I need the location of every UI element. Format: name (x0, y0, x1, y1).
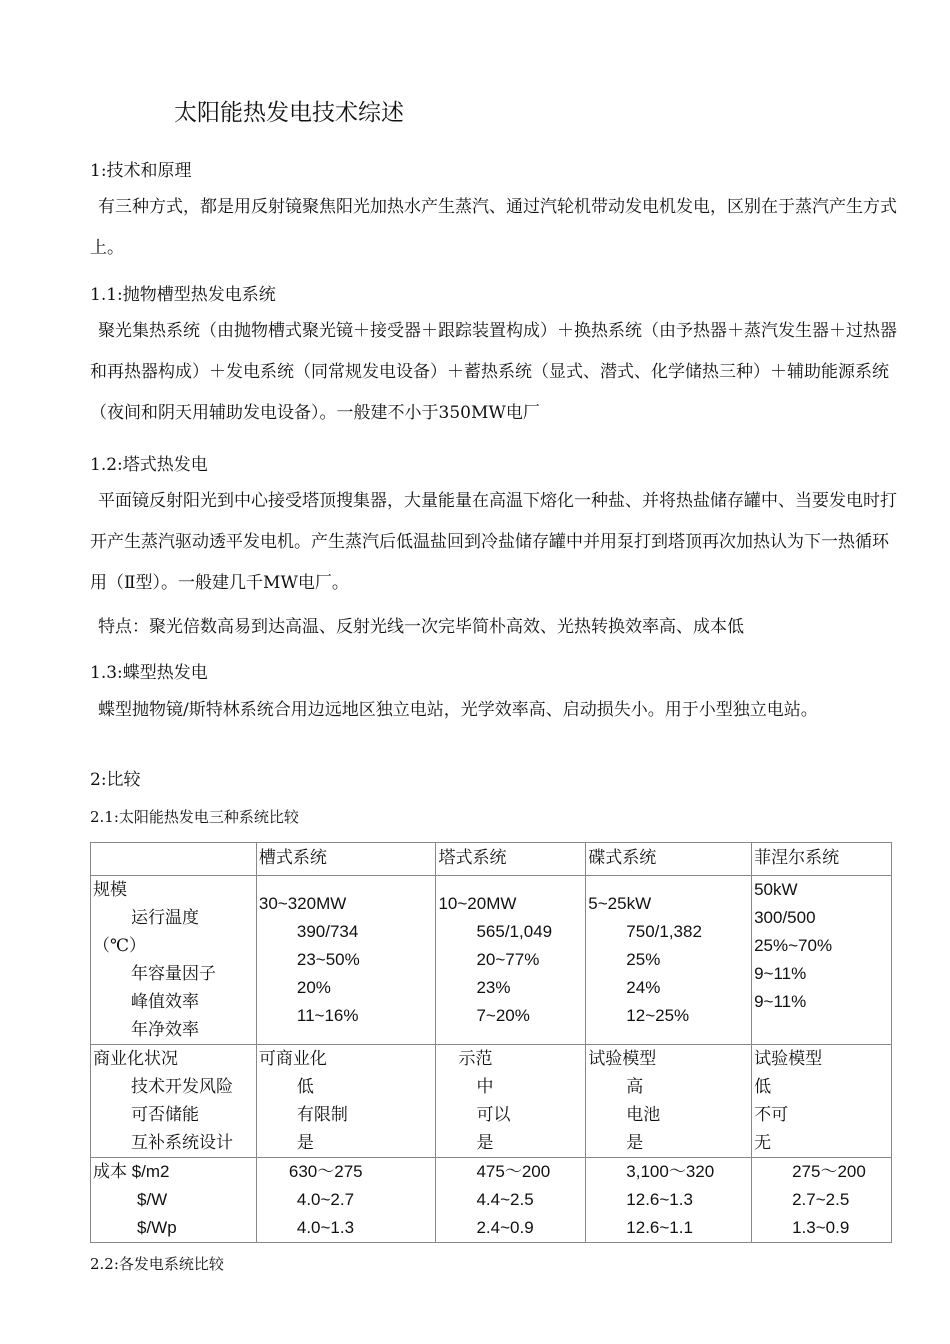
cell-value: 低 (754, 1077, 772, 1097)
trough-commercial-cell (256, 1045, 436, 1158)
cell-value: 23~50% (296, 950, 360, 969)
cell-value: 试验模型 (754, 1049, 823, 1069)
cell-value: 低 (296, 1077, 314, 1097)
cell-value: 3,100～320 (626, 1162, 715, 1181)
section-1-paragraph: 有三种方式，都是用反射镜聚焦阳光加热水产生蒸汽、通过汽轮机带动发电机发电，区别在于蒸汽产生方式上。 (90, 197, 897, 258)
label-cost-w: $/W (137, 1190, 168, 1209)
cell-value: 试验模型 (588, 1049, 657, 1069)
cell-value: 630～275 (288, 1162, 363, 1181)
cell-value: 7~20% (476, 1006, 530, 1025)
label-storage: 可否储能 (131, 1105, 199, 1125)
cell-value: 300/500 (754, 908, 816, 927)
cell-value: 23% (476, 978, 511, 997)
cell-value: 275～200 (792, 1162, 866, 1181)
dish-commercial-cell (586, 1045, 752, 1158)
cell-value: 390/734 (296, 922, 359, 941)
table-header-row (91, 843, 892, 876)
section-1-2-heading: 1.2:塔式热发电 (90, 455, 208, 475)
table-row-performance (91, 876, 892, 1045)
label-hybrid-design: 互补系统设计 (131, 1133, 233, 1153)
trough-cost-cell (256, 1158, 436, 1243)
cell-value: 2.4~0.9 (476, 1218, 534, 1237)
dish-performance-cell (586, 876, 752, 1045)
table-row-commercial (91, 1045, 892, 1158)
cell-value: 20% (296, 978, 331, 997)
cell-value: 12.6~1.1 (626, 1218, 693, 1237)
cell-value: 30~320MW (258, 894, 347, 913)
row-label-cell (91, 1158, 257, 1243)
cell-value: 4.0~1.3 (296, 1218, 355, 1237)
label-cost-wp: $/Wp (137, 1218, 177, 1237)
section-1-1-heading: 1.1:抛物槽型热发电系统 (90, 285, 276, 305)
header-cell-blank (91, 843, 257, 876)
fresnel-performance-cell (752, 876, 892, 1045)
table-row-cost (91, 1158, 892, 1243)
cell-value: 2.7~2.5 (792, 1190, 850, 1209)
cell-value: 是 (296, 1133, 314, 1153)
cell-value: 可以 (476, 1105, 511, 1125)
cell-value: 电池 (626, 1105, 661, 1125)
cell-value: 20~77% (476, 950, 540, 969)
cell-value: 10~20MW (438, 894, 517, 913)
cell-value: 25% (626, 950, 661, 969)
cell-value: 4.0~2.7 (296, 1190, 355, 1209)
cell-value: 是 (626, 1133, 644, 1153)
comparison-table (90, 842, 892, 1243)
label-capacity-factor: 年容量因子 (131, 964, 216, 984)
section-2-heading: 2:比较 (90, 770, 141, 790)
label-cost-m2: 成本 $/m2 (93, 1162, 170, 1181)
section-1-1-paragraph: 聚光集热系统（由抛物槽式聚光镜＋接受器＋跟踪装置构成）＋换热系统（由予热器＋蒸汽发生器＋过热器和再热器构成）＋发电系统（同常规发电设备）＋蓄热系统（显式、潜式、化学储热三种）＋辅助能源系统（夜间和阴天用辅助发电设备）。一般建不小于350MW电厂 (90, 321, 897, 423)
cell-value: 24% (626, 978, 661, 997)
section-2-1-heading: 2.1:太阳能热发电三种系统比较 (90, 808, 299, 826)
cell-value: 12~25% (626, 1006, 690, 1025)
cell-value: 有限制 (296, 1105, 348, 1125)
cell-value: 25%~70% (754, 936, 833, 955)
row-label-cell (91, 1045, 257, 1158)
cell-value: 565/1,049 (476, 922, 553, 941)
cell-value: 9~11% (754, 964, 807, 983)
label-annual-efficiency: 年净效率 (131, 1020, 199, 1040)
cell-value: 高 (626, 1077, 644, 1097)
header-cell-fresnel: 菲涅尔系统 (752, 843, 892, 876)
label-scale: 规模 (93, 880, 127, 900)
cell-value: 5~25kW (588, 894, 652, 913)
tower-cost-cell (436, 1158, 586, 1243)
cell-value: 750/1,382 (626, 922, 702, 941)
label-operating-temp: 运行温度 (131, 908, 199, 928)
cell-value: 50kW (754, 880, 798, 899)
section-1-heading: 1:技术和原理 (90, 161, 192, 181)
header-cell-tower: 塔式系统 (436, 843, 586, 876)
section-1-3-paragraph: 蝶型抛物镜/斯特林系统合用边远地区独立电站，光学效率高、启动损失小。用于小型独立电站。 (98, 700, 818, 720)
section-1-3-heading: 1.3:蝶型热发电 (90, 663, 208, 683)
label-dev-risk: 技术开发风险 (131, 1077, 233, 1097)
cell-value: 不可 (754, 1105, 789, 1125)
tower-commercial-cell (436, 1045, 586, 1158)
section-1-2-features: 特点：聚光倍数高易到达高温、反射光线一次完毕简朴高效、光热转换效率高、成本低 (98, 617, 744, 637)
cell-value: 11~16% (296, 1006, 359, 1025)
fresnel-commercial-cell (752, 1045, 892, 1158)
cell-value: 示范 (458, 1049, 493, 1069)
section-1-2-paragraph: 平面镜反射阳光到中心接受塔顶搜集器，大量能量在高温下熔化一种盐、并将热盐储存罐中、当要发电时打开产生蒸汽驱动透平发电机。产生蒸汽后低温盐回到冷盐储存罐中并用泵打到塔顶再次加热认为下一热循环用（Ⅱ型）。一般建几千MW电厂。 (90, 491, 897, 593)
cell-value: 中 (476, 1077, 494, 1097)
label-peak-efficiency: 峰值效率 (131, 992, 199, 1012)
label-commercial-status: 商业化状况 (93, 1049, 178, 1069)
cell-value: 是 (476, 1133, 494, 1153)
section-2-2-heading: 2.2:各发电系统比较 (90, 1255, 224, 1273)
cell-value: 1.3~0.9 (792, 1218, 850, 1237)
header-cell-trough: 槽式系统 (256, 843, 436, 876)
tower-performance-cell (436, 876, 586, 1045)
fresnel-cost-cell (752, 1158, 892, 1243)
cell-value: 4.4~2.5 (476, 1190, 534, 1209)
cell-value: 475～200 (476, 1162, 551, 1181)
cell-value: 无 (754, 1133, 772, 1153)
row-label-cell (91, 876, 257, 1045)
cell-value: 可商业化 (258, 1049, 327, 1069)
label-temp-unit: （℃） (93, 936, 147, 956)
cell-value: 12.6~1.3 (626, 1190, 693, 1209)
header-cell-dish: 碟式系统 (586, 843, 752, 876)
document-title: 太阳能热发电技术综述 (174, 100, 404, 126)
dish-cost-cell (586, 1158, 752, 1243)
trough-performance-cell (256, 876, 436, 1045)
cell-value: 9~11% (754, 992, 807, 1011)
